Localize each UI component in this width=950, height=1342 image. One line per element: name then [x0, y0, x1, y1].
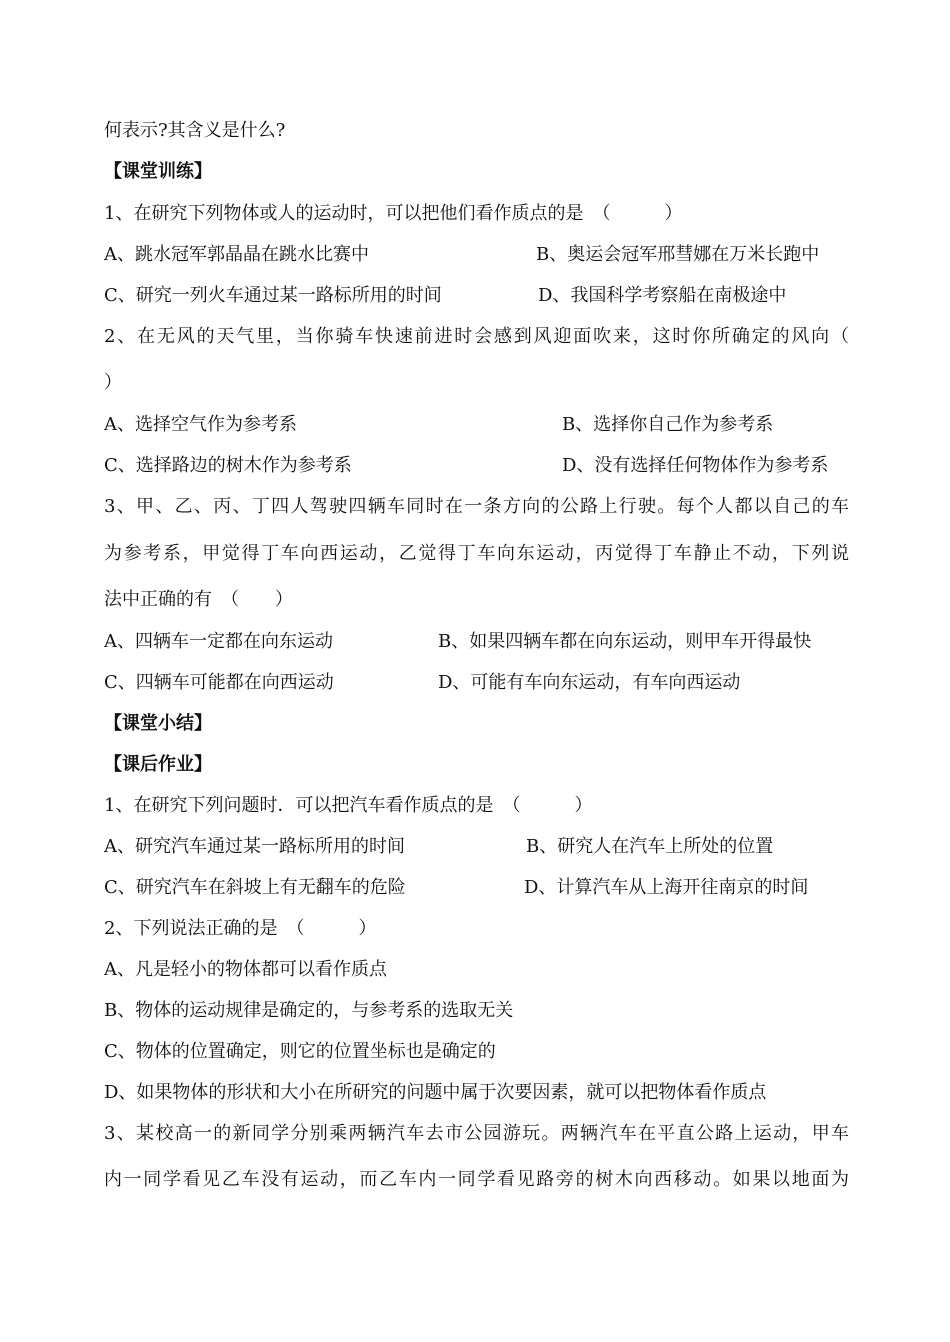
section-class-summary: 【课堂小结】 — [104, 713, 212, 734]
homework-q2-option-c: C、物体的位置确定，则它的位置坐标也是确定的 — [104, 1041, 496, 1062]
homework-q1-stem: 1、在研究下列问题时．可以把汽车看作质点的是 （ ） — [104, 795, 593, 816]
homework-q2-option-a: A、凡是轻小的物体都可以看作质点 — [104, 959, 387, 980]
training-q2-stem-cont: ） — [104, 372, 122, 393]
homework-q3-stem-line1: 3、某校高一的新同学分别乘两辆汽车去市公园游玩。两辆汽车在平直公路上运动，甲车 — [104, 1123, 849, 1144]
training-q2-option-c: C、选择路边的树木作为参考系 — [104, 455, 352, 476]
training-q3-option-a: A、四辆车一定都在向东运动 — [104, 631, 333, 652]
training-q1-option-d: D、我国科学考察船在南极途中 — [538, 285, 787, 306]
homework-q2-option-d: D、如果物体的形状和大小在所研究的问题中属于次要因素，就可以把物体看作质点 — [104, 1082, 767, 1103]
intro-tail: 何表示?其含义是什么? — [104, 120, 286, 141]
training-q1-option-c: C、研究一列火车通过某一路标所用的时间 — [104, 285, 442, 306]
homework-q1-option-c: C、研究汽车在斜坡上有无翻车的危险 — [104, 877, 406, 898]
homework-q2-option-b: B、物体的运动规律是确定的，与参考系的选取无关 — [104, 1000, 514, 1021]
training-q1-option-b: B、奥运会冠军邢彗娜在万米长跑中 — [536, 244, 820, 265]
training-q1-option-a: A、跳水冠军郭晶晶在跳水比赛中 — [104, 244, 369, 265]
training-q3-stem-line2: 为参考系，甲觉得丁车向西运动，乙觉得丁车向东运动，丙觉得丁车静止不动，下列说 — [104, 543, 849, 564]
homework-q1-option-a: A、研究汽车通过某一路标所用的时间 — [104, 836, 405, 857]
section-class-training: 【课堂训练】 — [104, 161, 212, 182]
training-q2-stem: 2、在无风的天气里，当你骑车快速前进时会感到风迎面吹来，这时你所确定的风向（ — [104, 326, 849, 347]
homework-q2-stem: 2、下列说法正确的是 （ ） — [104, 918, 377, 939]
training-q3-stem-line1: 3、甲、乙、丙、丁四人驾驶四辆车同时在一条方向的公路上行驶。每个人都以自己的车 — [104, 496, 849, 517]
training-q1-stem: 1、在研究下列物体或人的运动时，可以把他们看作质点的是 （ ） — [104, 203, 683, 224]
training-q2-option-b: B、选择你自己作为参考系 — [562, 414, 774, 435]
section-homework: 【课后作业】 — [104, 754, 212, 775]
homework-q1-option-b: B、研究人在汽车上所处的位置 — [526, 836, 774, 857]
training-q3-option-d: D、可能有车向东运动，有车向西运动 — [438, 672, 741, 693]
training-q3-option-c: C、四辆车可能都在向西运动 — [104, 672, 334, 693]
training-q3-option-b: B、如果四辆车都在向东运动，则甲车开得最快 — [438, 631, 812, 652]
homework-q1-option-d: D、计算汽车从上海开往南京的时间 — [524, 877, 809, 898]
training-q2-option-d: D、没有选择任何物体作为参考系 — [562, 455, 829, 476]
training-q2-option-a: A、选择空气作为参考系 — [104, 414, 297, 435]
training-q3-stem-line3: 法中正确的有 （ ） — [104, 589, 293, 610]
homework-q3-stem-line2: 内一同学看见乙车没有运动，而乙车内一同学看见路旁的树木向西移动。如果以地面为 — [104, 1169, 849, 1190]
